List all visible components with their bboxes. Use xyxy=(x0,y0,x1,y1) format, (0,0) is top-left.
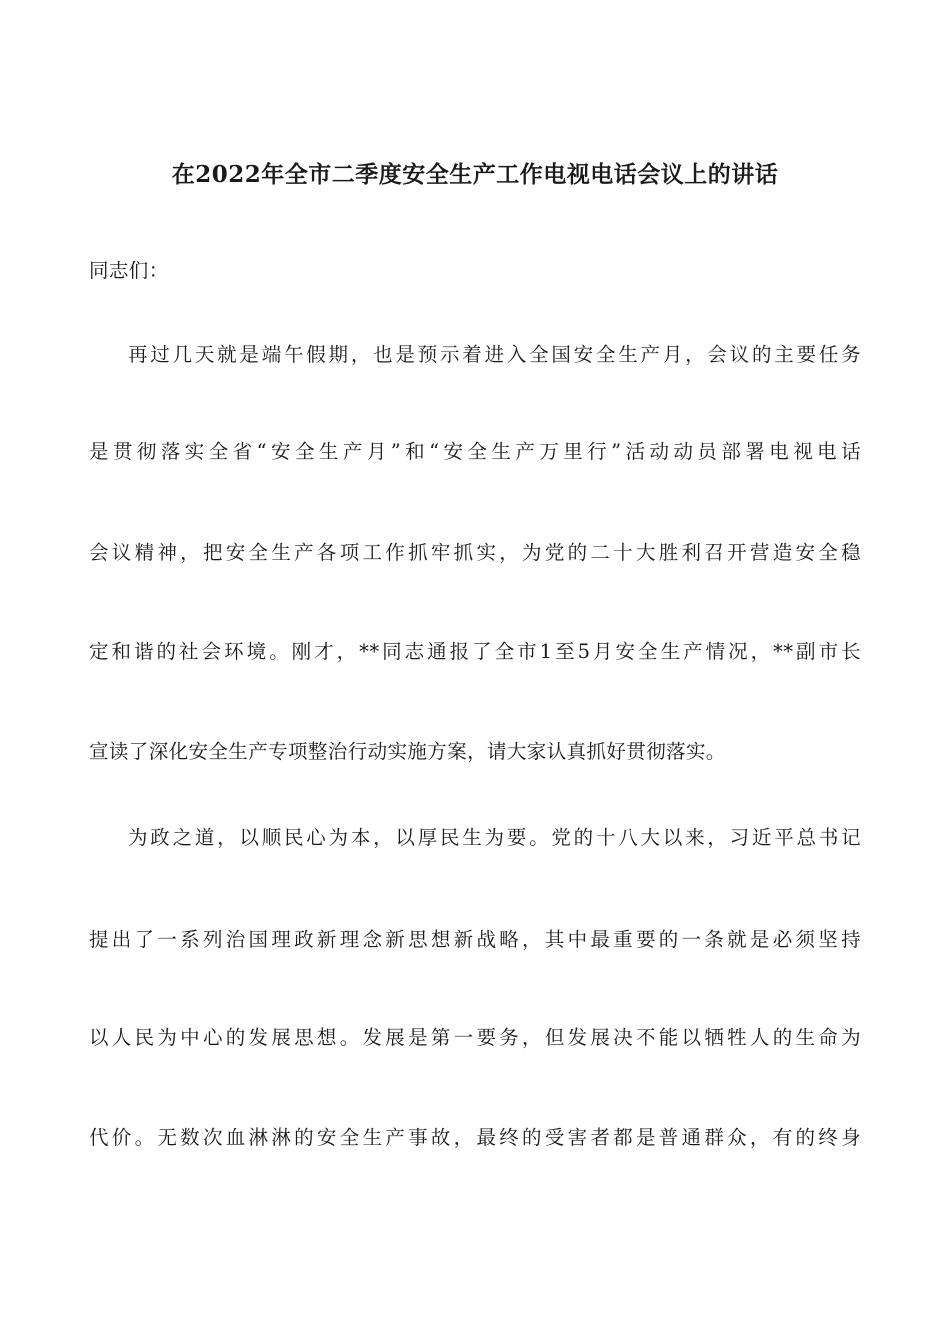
paragraph-line: 是贯彻落实全省“安全生产月”和“安全生产万里行”活动动员部署电视电话 xyxy=(89,440,861,463)
paragraph-line: 宣读了深化安全生产专项整治行动实施方案，请大家认真抓好贯彻落实。 xyxy=(89,740,726,763)
paragraph-line: 再过几天就是端午假期，也是预示着进入全国安全生产月，会议的主要任务 xyxy=(128,343,861,366)
paragraph-line: 定和谐的社会环境。刚才，**同志通报了全市1至5月安全生产情况，**副市长 xyxy=(89,640,861,663)
paragraph-line: 代价。无数次血淋淋的安全生产事故，最终的受害者都是普通群众，有的终身 xyxy=(89,1126,861,1149)
paragraph-line: 以人民为中心的发展思想。发展是第一要务，但发展决不能以牺牲人的生命为 xyxy=(89,1026,861,1049)
paragraph-line: 会议精神，把安全生产各项工作抓牢抓实，为党的二十大胜利召开营造安全稳 xyxy=(89,541,861,564)
paragraph-line: 为政之道，以顺民心为本，以厚民生为要。党的十八大以来，习近平总书记 xyxy=(128,826,861,849)
document-title: 在2022年全市二季度安全生产工作电视电话会议上的讲话 xyxy=(171,161,779,188)
salutation: 同志们： xyxy=(89,259,169,282)
paragraph-line: 提出了一系列治国理政新理念新思想新战略，其中最重要的一条就是必须坚持 xyxy=(89,928,861,951)
